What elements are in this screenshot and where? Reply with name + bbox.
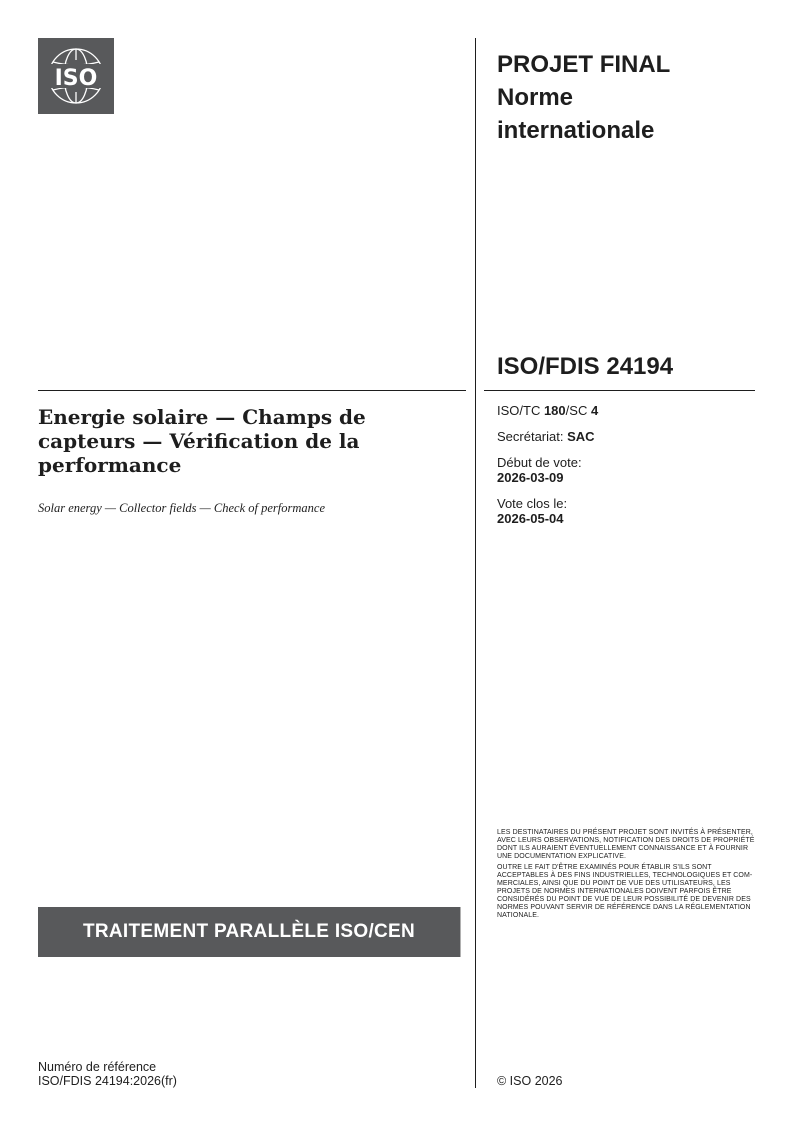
vote-end bbox=[497, 496, 747, 526]
recipient-notice bbox=[497, 829, 759, 923]
french-title: Energie solaire — Champs de capteurs — Vérification de la performance bbox=[38, 405, 366, 477]
secretariat bbox=[497, 429, 747, 444]
notice-paragraph-2: OUTRE LE FAIT D'ÊTRE EXAMINÉS POUR ÉTABLIR S'ILS SONT ACCEPTABLES À DES FINS INDUSTRIELLES, TECHNOLOGIQUES ET COM-MERCIALES, AINSI QUE DU POINT DE VUE DES UTILISATEURS, LES PROJETS DE NORMES INTERNATIONALES DOIVENT PARFOIS ÊTRE CONSIDÉRÉS DU POINT DE VUE DE LEUR POSSIBILITÉ DE DEVENIR DES NORMES POUVANT SERVIR DE RÉFÉRENCE DANS LA RÉGLEMENTATION NATIONALE. bbox=[497, 864, 753, 919]
english-title: Solar energy — Collector fields — Check of performance bbox=[38, 501, 325, 515]
document-metadata bbox=[497, 403, 747, 537]
vote-end-date: 2026-05-04 bbox=[497, 511, 564, 526]
reference-number-label: Numéro de référence bbox=[38, 1060, 157, 1074]
column-divider bbox=[475, 38, 476, 1088]
status-line-3: internationale bbox=[497, 117, 655, 144]
logo-text: ISO bbox=[54, 66, 98, 91]
globe-icon bbox=[38, 38, 114, 114]
secretariat-label: Secrétariat: bbox=[497, 429, 568, 444]
notice-paragraph-1: LES DESTINATAIRES DU PRÉSENT PROJET SONT INVITÉS À PRÉSENTER, AVEC LEURS OBSERVATIONS, NOTIFICATION DES DROITS DE PROPRIÉTÉ DONT ILS AURAIENT ÉVENTUELLEMENT CONNAISSANCE ET À FOURNIR UNE DOCUMENTATION EXPLICATIVE. bbox=[497, 829, 755, 860]
committee-sc: 4 bbox=[590, 403, 599, 418]
secretariat-value: SAC bbox=[567, 429, 595, 444]
reference-number-value: ISO/FDIS 24194:2026(fr) bbox=[38, 1074, 177, 1088]
reference-number bbox=[38, 1060, 177, 1088]
parallel-processing-banner: TRAITEMENT PARALLÈLE ISO/CEN bbox=[38, 907, 460, 957]
document-status bbox=[497, 48, 757, 147]
committee-tc: 180 bbox=[543, 403, 566, 418]
vote-start-date: 2026-03-09 bbox=[497, 470, 564, 485]
status-line-2: Norme bbox=[497, 84, 574, 111]
committee-prefix: ISO/TC bbox=[497, 403, 544, 418]
vote-start bbox=[497, 455, 747, 485]
copyright: © ISO 2026 bbox=[497, 1074, 563, 1088]
status-line-1: PROJET FINAL bbox=[497, 51, 671, 78]
vote-end-label: Vote clos le: bbox=[497, 496, 568, 511]
committee bbox=[497, 403, 747, 418]
banner-edge bbox=[460, 907, 461, 957]
left-rule bbox=[38, 390, 466, 391]
committee-sep: /SC bbox=[565, 403, 591, 418]
iso-logo bbox=[38, 38, 114, 114]
vote-start-label: Début de vote: bbox=[497, 455, 582, 470]
right-rule bbox=[484, 390, 755, 391]
document-reference: ISO/FDIS 24194 bbox=[497, 353, 674, 380]
